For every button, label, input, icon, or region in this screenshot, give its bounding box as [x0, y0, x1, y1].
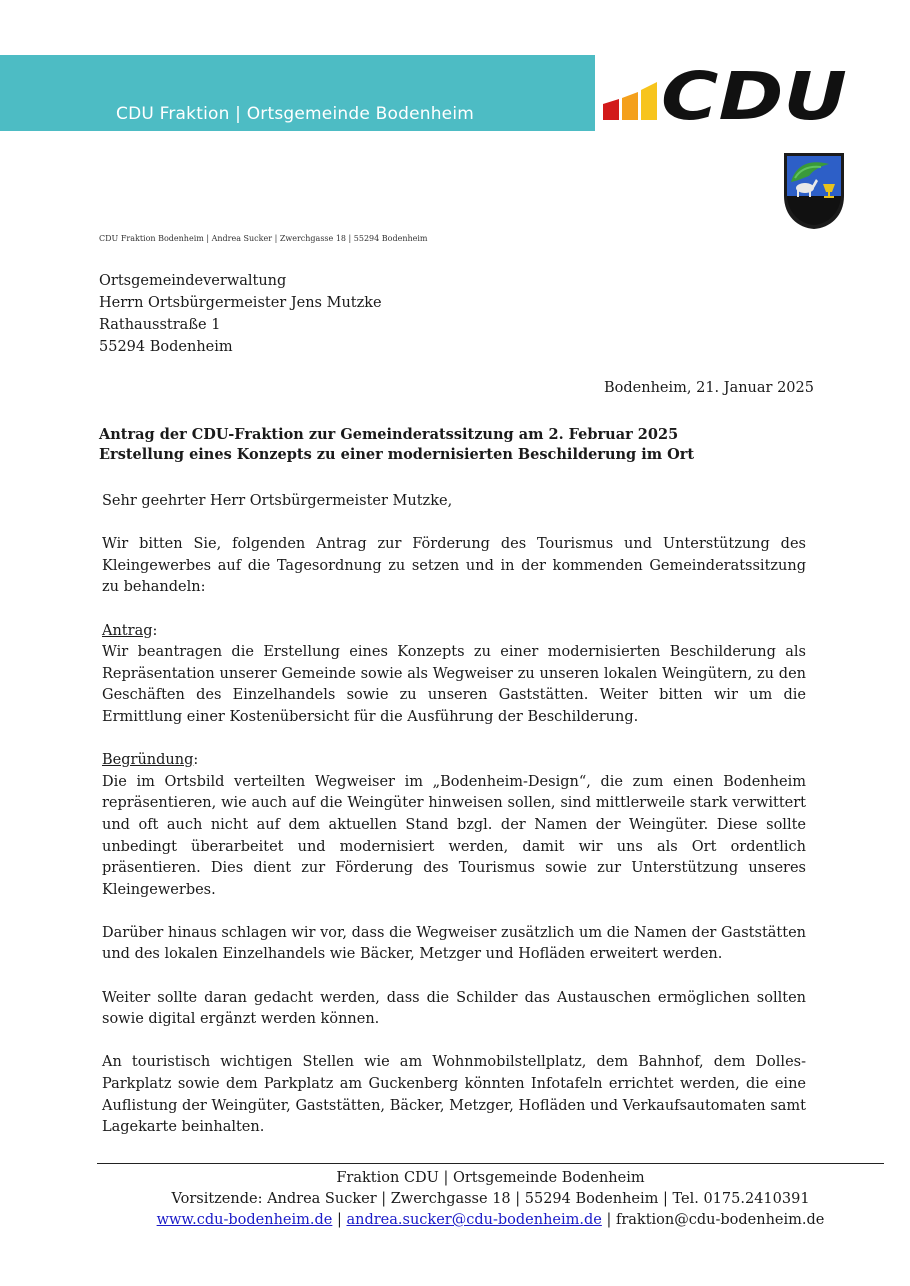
- cdu-logo: [603, 62, 849, 124]
- website-link[interactable]: www.cdu-bodenheim.de: [156, 1212, 333, 1228]
- banner-title: CDU Fraktion | Ortsgemeinde Bodenheim: [116, 104, 475, 124]
- body-paragraph: Weiter sollte daran gedacht werden, dass die Schilder das Austauschen ermöglichen sollten sowie digital ergänzt werden können.: [102, 989, 806, 1028]
- antrag-paragraph: Wir beantragen die Erstellung eines Konzepts zu einer modernisierten Beschilderung als Repräsentation unserer Gemeinde sowie als Wegweiser zu unseren lokalen Weingütern, zu den Geschäften des Einzelhandels sowie zu unseren Gaststätten. Weiter bitten wir um die Ermittlung einer Kostenübersicht für die Ausführung der Beschilderung.: [102, 644, 806, 725]
- body-paragraph: An touristisch wichtigen Stellen wie am Wohnmobilstellplatz, dem Bahnhof, dem Dolles-Parkplatz sowie dem Parkplatz am Guckenberg könnten Infotafeln errichtet werden, die eine Auflistung der Weingüter, Gaststätten, Bäcker, Metzger, Hofläden und Verkaufsautomaten samt Lagekarte beinhalten.: [102, 1054, 806, 1136]
- logo-bar-orange: [622, 92, 638, 120]
- antrag-heading-label: Antrag: [102, 622, 153, 639]
- footer-line-2: Vorsitzende: Andrea Sucker | Zwerchgasse 18 | 55294 Bodenheim | Tel. 0175.2410391: [171, 1191, 810, 1207]
- footer-separator: |: [601, 1212, 616, 1228]
- salutation: Sehr geehrter Herr Ortsbürgermeister Mutzke,: [102, 493, 453, 509]
- subject-line: Erstellung eines Konzepts zu einer modernisierten Beschilderung im Ort: [99, 446, 695, 463]
- sender-line: CDU Fraktion Bodenheim | Andrea Sucker | Zwerchgasse 18 | 55294 Bodenheim: [99, 234, 428, 243]
- logo-bar-red: [603, 99, 619, 120]
- begruendung-heading-label: Begründung: [102, 752, 194, 769]
- footer-separator: |: [332, 1212, 347, 1228]
- footer: [97, 1168, 884, 1231]
- logo-bar-yellow: [641, 82, 657, 120]
- letter-subject: [99, 425, 819, 465]
- subject-line: Antrag der CDU-Fraktion zur Gemeinderatssitzung am 2. Februar 2025: [99, 426, 679, 443]
- footer-divider: [97, 1163, 884, 1164]
- recipient-line: Ortsgemeindeverwaltung: [99, 273, 287, 289]
- footer-line-3: [97, 1210, 884, 1231]
- fraktion-email: fraktion@cdu-bodenheim.de: [615, 1212, 825, 1228]
- body-paragraph: Darüber hinaus schlagen wir vor, dass die Wegweiser zusätzlich um die Namen der Gaststätten und des lokalen Einzelhandels wie Bäcker, Metzger und Hofläden erweitert werden.: [102, 924, 806, 963]
- recipient-line: 55294 Bodenheim: [99, 339, 233, 355]
- begruendung-paragraph: Die im Ortsbild verteilten Wegweiser im „Bodenheim-Design“, die zum einen Bodenheim repräsentieren, wie auch auf die Weingüter hinweisen sollen, sind mittlerweile stark verwittert und oft auch nicht auf dem aktuellen Stand bzgl. der Namen der Weingüter. Diese sollte unbedingt überarbeitet und modernisiert werden, damit wir uns als Ort ordentlich präsentieren. Dies dient zur Förderung des Tourismus sowie zur Unterstützung unseres Kleingewerbes.: [102, 773, 806, 898]
- email-link[interactable]: andrea.sucker@cdu-bodenheim.de: [346, 1212, 602, 1228]
- recipient-address: [99, 270, 382, 358]
- footer-line-1: Fraktion CDU | Ortsgemeinde Bodenheim: [336, 1170, 645, 1186]
- begruendung-heading: Begründung:: [102, 752, 199, 769]
- recipient-line: Herrn Ortsbürgermeister Jens Mutzke: [99, 295, 382, 311]
- letter-date: Bodenheim, 21. Januar 2025: [603, 380, 814, 396]
- letter-body: [102, 491, 806, 1139]
- antrag-heading: Antrag:: [102, 622, 158, 639]
- recipient-line: Rathausstraße 1: [99, 317, 221, 333]
- intro-paragraph: Wir bitten Sie, folgenden Antrag zur Förderung des Tourismus und Unterstützung des Kleingewerbes auf die Tagesordnung zu setzen und in der kommenden Gemeinderatssitzung zu behandeln:: [102, 536, 806, 596]
- logo-text: CDU: [661, 62, 847, 124]
- coat-of-arms-icon: [783, 152, 845, 230]
